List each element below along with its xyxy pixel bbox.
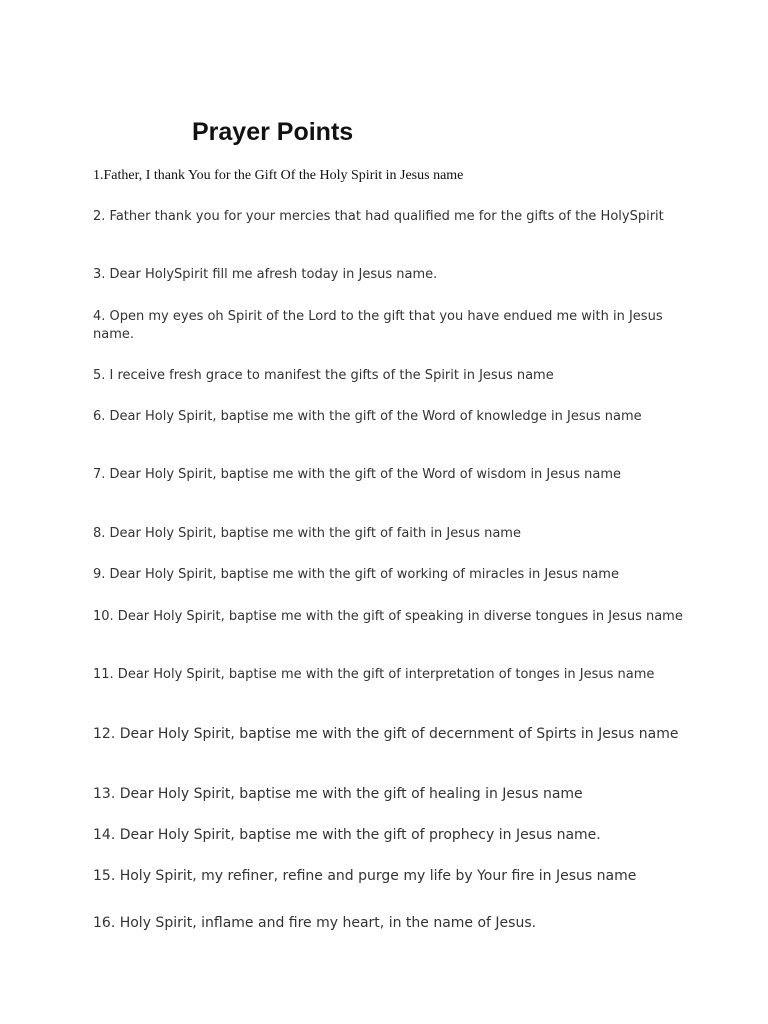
prayer-point-4: 4. Open my eyes oh Spirit of the Lord to the gift that you have endued me with in Jesus name.	[93, 309, 663, 342]
prayer-point-6: 6. Dear Holy Spirit, baptise me with the gift of the Word of knowledge in Jesus name	[93, 409, 642, 424]
prayer-point-1: 1.Father, I thank You for the Gift Of the Holy Spirit in Jesus name	[93, 168, 464, 183]
prayer-point-15: 15. Holy Spirit, my refiner, refine and purge my life by Your fire in Jesus name	[93, 868, 637, 884]
prayer-point-9: 9. Dear Holy Spirit, baptise me with the gift of working of miracles in Jesus name	[93, 567, 619, 582]
prayer-point-10: 10. Dear Holy Spirit, baptise me with the gift of speaking in diverse tongues in Jesus name	[93, 609, 683, 624]
prayer-point-11: 11. Dear Holy Spirit, baptise me with the gift of interpretation of tonges in Jesus name	[93, 667, 655, 682]
prayer-point-2: 2. Father thank you for your mercies that had qualified me for the gifts of the HolySpirit	[93, 209, 664, 224]
prayer-point-16: 16. Holy Spirit, inflame and fire my heart, in the name of Jesus.	[93, 915, 537, 931]
prayer-point-8: 8. Dear Holy Spirit, baptise me with the gift of faith in Jesus name	[93, 526, 521, 541]
prayer-point-7: 7. Dear Holy Spirit, baptise me with the gift of the Word of wisdom in Jesus name	[93, 467, 622, 482]
prayer-point-3: 3. Dear HolySpirit fill me afresh today in Jesus name.	[93, 267, 438, 282]
prayer-point-13: 13. Dear Holy Spirit, baptise me with the gift of healing in Jesus name	[93, 786, 583, 802]
prayer-point-12: 12. Dear Holy Spirit, baptise me with the gift of decernment of Spirts in Jesus name	[93, 726, 679, 742]
page-title: Prayer Points	[192, 118, 354, 146]
prayer-point-5: 5. I receive fresh grace to manifest the gifts of the Spirit in Jesus name	[93, 368, 554, 383]
prayer-point-14: 14. Dear Holy Spirit, baptise me with the gift of prophecy in Jesus name.	[93, 827, 601, 843]
